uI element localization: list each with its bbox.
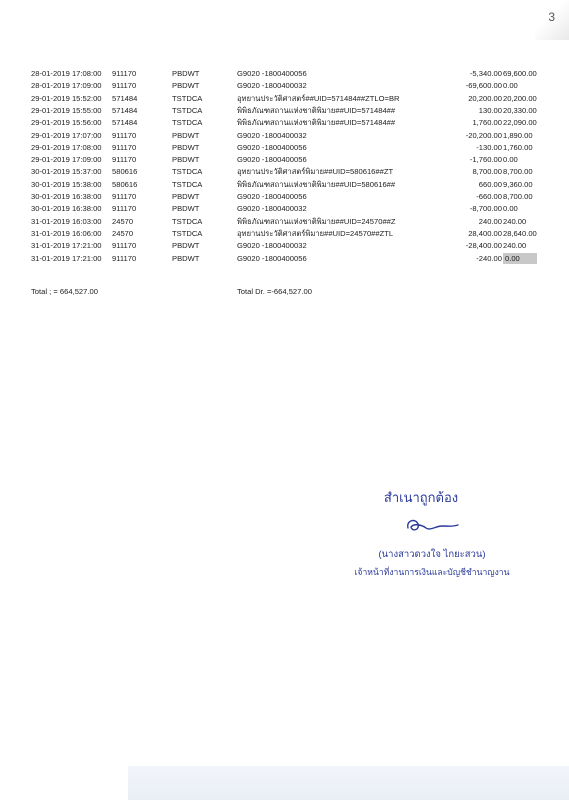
amount-cell: -240.00	[476, 253, 502, 263]
page-number: 3	[548, 10, 555, 24]
amount-cell: 8,700.00	[472, 167, 502, 177]
account-cell: 911170	[112, 204, 137, 214]
stamp-title: สำเนาถูกต้อง	[383, 490, 459, 505]
table-row	[0, 228, 569, 239]
datetime-cell: 28-01-2019 17:08:00	[31, 69, 102, 78]
balance-cell: 8,700.00	[503, 167, 533, 177]
account-cell: 911170	[112, 192, 137, 201]
balance-cell: 1,890.00	[503, 130, 533, 140]
datetime-cell: 29-01-2019 17:08:00	[31, 142, 102, 152]
code-cell: PBDWT	[172, 130, 200, 140]
datetime-cell: 29-01-2019 15:55:00	[31, 105, 102, 115]
code-cell: PBDWT	[172, 81, 200, 91]
account-cell: 911170	[112, 155, 137, 165]
amount-cell: 240.00	[478, 216, 502, 226]
table-row	[0, 117, 569, 128]
amount-cell: 20,200.00	[468, 93, 502, 103]
table-row	[0, 142, 569, 153]
balance-cell: 9,360.00	[503, 179, 533, 189]
account-cell: 571484	[112, 118, 138, 128]
code-cell: PBDWT	[172, 155, 200, 165]
datetime-cell: 30-01-2019 15:38:00	[31, 179, 102, 189]
code-cell: TSTDCA	[172, 228, 203, 238]
amount-cell: -69,600.00	[465, 81, 502, 91]
balance-cell: 1,760.00	[503, 142, 533, 152]
amount-cell: 28,400.00	[468, 228, 502, 238]
table-row	[0, 253, 569, 264]
description-cell: พิพิธภัณฑสถานแห่งชาติพิมาย##UID=24570##Z	[237, 216, 396, 226]
account-cell: 580616	[112, 179, 138, 189]
description-cell: พิพิธภัณฑสถานแห่งชาติพิมาย##UID=571484##	[237, 105, 396, 115]
code-cell: TSTDCA	[172, 216, 203, 226]
description-cell: G9020 -1800400056	[237, 155, 307, 165]
signer-position: เจ้าหน้าที่งานการเงินและบัญชีชำนาญงาน	[354, 567, 510, 577]
code-cell: PBDWT	[172, 253, 200, 263]
balance-cell: 240.00	[503, 216, 527, 226]
datetime-cell: 31-01-2019 17:21:00	[31, 241, 102, 251]
description-cell: อุทยานประวัติศาสตร์พิมาย##UID=580616##ZT	[237, 167, 394, 177]
amount-cell: 1,760.00	[472, 118, 502, 128]
table-row	[0, 191, 569, 202]
amount-cell: -8,700.00	[469, 204, 502, 214]
table-row	[0, 166, 569, 177]
table-row	[0, 93, 569, 104]
description-cell: G9020 -1800400056	[237, 142, 307, 152]
balance-cell: 0.00	[503, 253, 537, 264]
account-cell: 24570	[112, 228, 134, 238]
description-cell: G9020 -1800400032	[237, 204, 307, 214]
scan-bottom-band	[128, 766, 569, 800]
datetime-cell: 29-01-2019 17:07:00	[31, 130, 102, 140]
signer-name: (นางสาวดวงใจ ไกยะสวน)	[378, 549, 486, 560]
datetime-cell: 31-01-2019 16:03:00	[31, 216, 102, 226]
description-cell: พิพิธภัณฑสถานแห่งชาติพิมาย##UID=571484##	[237, 118, 396, 128]
table-row	[0, 105, 569, 116]
balance-cell: 20,330.00	[503, 105, 537, 115]
datetime-cell: 29-01-2019 17:09:00	[31, 155, 102, 165]
account-cell: 911170	[112, 130, 137, 140]
account-cell: 571484	[112, 93, 138, 103]
balance-cell: 22,090.00	[503, 118, 537, 128]
total-debit: Total Dr. =-664,527.00	[237, 287, 312, 296]
account-cell: 911170	[112, 241, 137, 251]
balance-cell: 20,200.00	[503, 93, 537, 103]
code-cell: TSTDCA	[172, 118, 203, 128]
code-cell: TSTDCA	[172, 105, 203, 115]
code-cell: PBDWT	[172, 204, 200, 214]
table-row	[0, 154, 569, 165]
table-row	[0, 179, 569, 190]
datetime-cell: 29-01-2019 15:52:00	[31, 93, 102, 103]
balance-cell: 0.00	[503, 155, 518, 165]
amount-cell: -20,200.00	[465, 130, 502, 140]
code-cell: TSTDCA	[172, 167, 203, 177]
account-cell: 911170	[112, 81, 137, 91]
code-cell: PBDWT	[172, 192, 200, 201]
description-cell: อุทยานประวัติศาสตร์พิมาย##UID=24570##ZTL	[237, 228, 394, 238]
datetime-cell: 30-01-2019 16:38:00	[31, 192, 102, 201]
description-cell: อุทยานประวัติศาสตร์##UID=571484##ZTLO=BR	[237, 93, 400, 103]
description-cell: G9020 -1800400056	[237, 192, 307, 201]
datetime-cell: 30-01-2019 15:37:00	[31, 167, 102, 177]
account-cell: 911170	[112, 142, 137, 152]
amount-cell: -660.00	[476, 192, 502, 201]
datetime-cell: 30-01-2019 16:38:00	[31, 204, 102, 214]
balance-cell: 28,640.00	[503, 228, 537, 238]
code-cell: TSTDCA	[172, 93, 203, 103]
balance-cell: 240.00	[503, 241, 527, 251]
datetime-cell: 31-01-2019 17:21:00	[31, 253, 102, 263]
datetime-cell: 29-01-2019 15:56:00	[31, 118, 102, 128]
table-row	[0, 216, 569, 227]
table-row	[0, 240, 569, 251]
account-cell: 911170	[112, 69, 137, 78]
amount-cell: 130.00	[478, 105, 502, 115]
amount-cell: -1,760.00	[469, 155, 502, 165]
balance-cell: 0.00	[503, 81, 518, 91]
amount-cell: -130.00	[476, 142, 502, 152]
amount-cell: -28,400.00	[465, 241, 502, 251]
datetime-cell: 31-01-2019 16:06:00	[31, 228, 102, 238]
description-cell: G9020 -1800400032	[237, 81, 307, 91]
code-cell: TSTDCA	[172, 179, 203, 189]
account-cell: 911170	[112, 253, 137, 263]
code-cell: PBDWT	[172, 241, 200, 251]
total-amount: Total ; = 664,527.00	[31, 287, 98, 296]
signature-mark	[402, 514, 462, 536]
code-cell: PBDWT	[172, 142, 200, 152]
table-row	[0, 68, 569, 79]
table-row	[0, 80, 569, 91]
datetime-cell: 28-01-2019 17:09:00	[31, 81, 102, 91]
code-cell: PBDWT	[172, 69, 200, 78]
table-row	[0, 130, 569, 141]
amount-cell: 660.00	[478, 179, 502, 189]
balance-cell: 8,700.00	[503, 192, 533, 201]
certification-stamp	[332, 487, 532, 579]
description-cell: พิพิธภัณฑสถานแห่งชาติพิมาย##UID=580616##	[237, 179, 396, 189]
description-cell: G9020 -1800400032	[237, 241, 307, 251]
account-cell: 580616	[112, 167, 138, 177]
amount-cell: -5,340.00	[469, 69, 502, 78]
description-cell: G9020 -1800400056	[237, 69, 307, 78]
description-cell: G9020 -1800400056	[237, 253, 307, 263]
balance-cell: 0.00	[503, 204, 518, 214]
description-cell: G9020 -1800400032	[237, 130, 307, 140]
table-row	[0, 203, 569, 214]
balance-cell: 69,600.00	[503, 69, 537, 78]
account-cell: 24570	[112, 216, 134, 226]
account-cell: 571484	[112, 105, 138, 115]
